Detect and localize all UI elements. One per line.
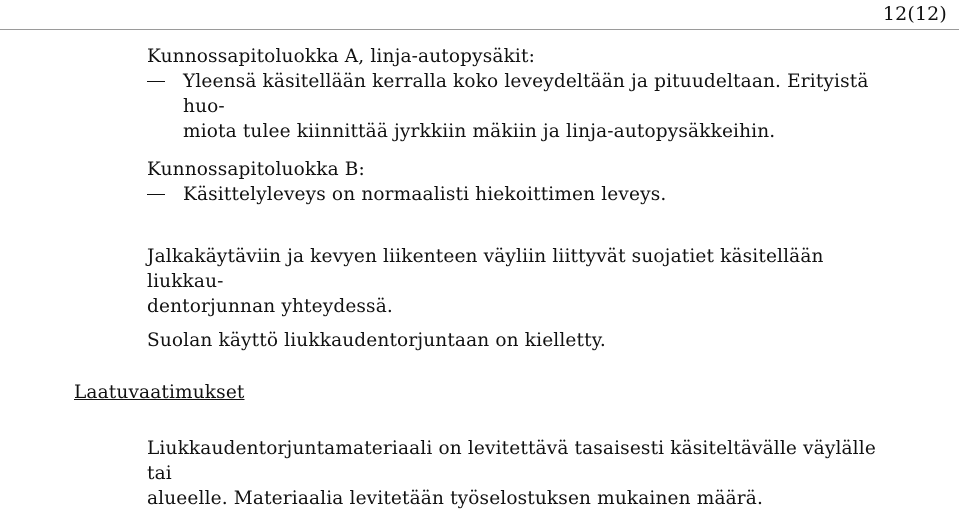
section-title: Kunnossapitoluokka A, linja-autopysäkit:	[147, 46, 535, 67]
paragraph-crosswalks	[147, 244, 877, 319]
paragraph-line: Jalkakäytäviin ja kevyen liikenteen väyliin liittyvät suojatiet käsitellään liukkau-	[147, 246, 824, 292]
paragraph-salt	[147, 328, 877, 353]
dash-bullet-icon	[147, 81, 165, 82]
quality-requirements-heading: Laatuvaatimukset	[74, 382, 245, 403]
bullet-text-line: miota tulee kiinnittää jyrkkiin mäkiin ja linja-autopysäkkeihin.	[183, 121, 776, 142]
paragraph-quality	[147, 436, 877, 511]
paragraph-line: alueelle. Materiaalia levitetään työselostuksen mukainen määrä.	[147, 488, 764, 509]
bullet-text-line: Käsittelyleveys on normaalisti hiekoittimen leveys.	[183, 184, 667, 205]
page-number: 12(12)	[882, 3, 947, 25]
header-rule	[0, 29, 959, 30]
list-item	[147, 69, 877, 144]
section-class-a	[147, 44, 877, 144]
bullet-text-line: Yleensä käsitellään kerralla koko leveydeltään ja pituudeltaan. Erityistä huo-	[183, 71, 869, 117]
paragraph-line: Suolan käyttö liukkaudentorjuntaan on kielletty.	[147, 330, 606, 351]
dash-bullet-icon	[147, 194, 165, 195]
section-title: Kunnossapitoluokka B:	[147, 159, 365, 180]
paragraph-line: Liukkaudentorjuntamateriaali on levitettävä tasaisesti käsiteltävälle väylälle tai	[147, 438, 876, 484]
section-class-b	[147, 157, 877, 207]
paragraph-line: dentorjunnan yhteydessä.	[147, 296, 393, 317]
list-item	[147, 182, 877, 207]
